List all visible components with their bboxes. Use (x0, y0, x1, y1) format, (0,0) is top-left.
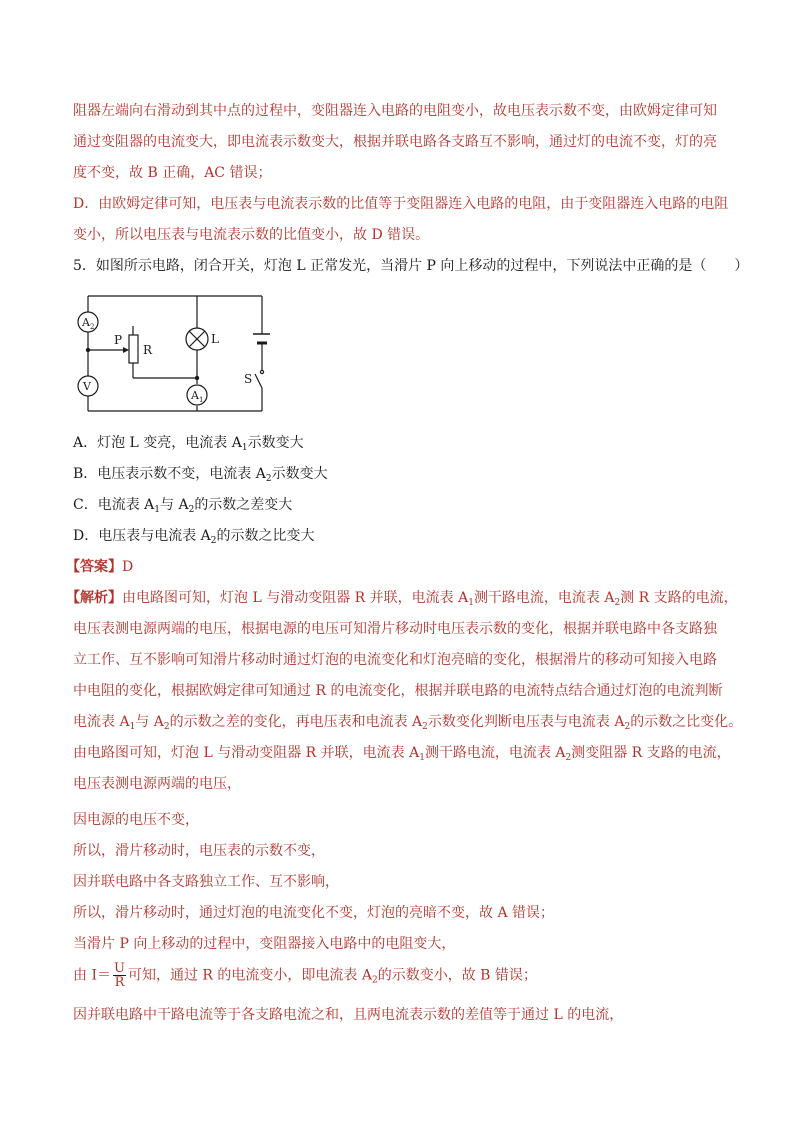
ammeter-a2-icon (78, 312, 98, 332)
analysis-line-12: 当滑片 P 向上移动的过程中，变阻器接入电路中的电阻变大， (73, 936, 456, 952)
analysis-line-10: 因并联电路中各支路独立工作、互不影响， (73, 874, 339, 890)
option-b: B．电压表示数不变，电流表 $A_2$示数变大 (73, 466, 328, 484)
answer-tag: 【答案】 (66, 559, 122, 575)
intro-line-1: 阻器左端向右滑动到其中点的过程中，变阻器连入电路的电阻变小，故电压表示数不变，由欧姆定律可知 (73, 103, 717, 119)
battery-icon (253, 334, 270, 343)
switch-icon (255, 370, 264, 388)
intro-line-5: 变小，所以电压表与电流表示数的比值变小，故 D 错误。 (73, 227, 430, 243)
analysis-line-4: 中电阻的变化，根据欧姆定律可知通过 R 的电流变化，根据并联电路的电流特点结合通过灯泡的电流判断 (73, 683, 723, 699)
label-r: R (143, 343, 153, 357)
analysis-line-9: 所以，滑片移动时，电压表的示数不变， (73, 843, 325, 859)
analysis-line-14: 因并联电路中干路电流等于各支路电流之和，且两电流表示数的差值等于通过 L 的电流， (73, 1007, 624, 1023)
analysis-line-6: 由电路图可知，灯泡 L 与滑动变阻器 R 并联，电流表 $A_1$测干路电流，电流表 $A_2$测变阻器 R 支路的电流， (73, 745, 731, 763)
answer-value: D (122, 559, 134, 575)
analysis-line-7: 电压表测电源两端的电压， (73, 776, 241, 792)
analysis-line-5: 电流表 $A_1$与 $A_2$的示数之差的变化，再电压表和电流表 $A_2$示数变化判断电压表与电流表 $A_2$的示数之比变化。 (73, 714, 743, 732)
label-l: L (211, 332, 219, 346)
analysis-line-13: 由 I＝ $\frac{U}{R}$ 可知，通过 R 的电流变小，即电流表 $A_2$的示数变小，故 B 错误； (73, 961, 537, 990)
intro-line-3: 度不变，故 B 正确，AC 错误； (73, 165, 272, 181)
answer-line (66, 557, 133, 577)
svg-text:A: A (191, 389, 199, 402)
slider-arrow-icon (123, 347, 129, 353)
option-d: D．电压表与电流表 $A_2$的示数之比变大 (73, 528, 315, 546)
option-c: C．电流表 $A_1$与 $A_2$的示数之差变大 (73, 497, 293, 515)
voltmeter-icon (78, 376, 98, 396)
analysis-line-8: 因电源的电压不变， (73, 812, 199, 828)
svg-text:V: V (83, 380, 91, 393)
analysis-line-1: 【解析】由电路图可知，灯泡 L 与滑动变阻器 R 并联，电流表 $A_1$测干路电流，电流表 $A_2$测 R 支路的电流， (66, 590, 738, 608)
analysis-line-2: 电压表测电源两端的电压，根据电源的电压可知滑片移动时电压表示数的变化，根据并联电路中各支路独 (73, 621, 717, 637)
analysis-tag: 【解析】 (66, 590, 122, 606)
label-p: P (114, 333, 123, 347)
ammeter-a1-icon (187, 385, 207, 405)
svg-text:A: A (82, 316, 90, 329)
question-stem: 5．如图所示电路，闭合开关，灯泡 L 正常发光，当滑片 P 向上移动的过程中，下列说法中正确的是（ ） (73, 258, 749, 274)
intro-line-2: 通过变阻器的电流变大，即电流表示数变大，根据并联电路各支路互不影响，通过灯的电流不变，灯的亮 (73, 134, 717, 150)
option-a: A．灯泡 L 变亮，电流表 $A_1$示数变大 (73, 435, 304, 453)
lamp-icon (186, 328, 208, 350)
circuit-diagram (70, 286, 270, 416)
svg-text:2: 2 (90, 323, 95, 331)
analysis-line-11: 所以，滑片移动时，通过灯泡的电流变化不变，灯泡的亮暗不变，故 A 错误； (73, 905, 555, 921)
ohm-law-fraction: $\frac{U}{R}$ (113, 961, 125, 990)
svg-text:1: 1 (199, 396, 204, 404)
label-s: S (244, 372, 253, 386)
intro-line-4: D．由欧姆定律可知，电压表与电流表示数的比值等于变阻器连入电路的电阻，由于变阻器连入电路的电阻 (73, 196, 729, 212)
analysis-line-3: 立工作、互不影响可知滑片移动时通过灯泡的电流变化和灯泡亮暗的变化，根据滑片的移动可知接入电路 (73, 652, 717, 668)
